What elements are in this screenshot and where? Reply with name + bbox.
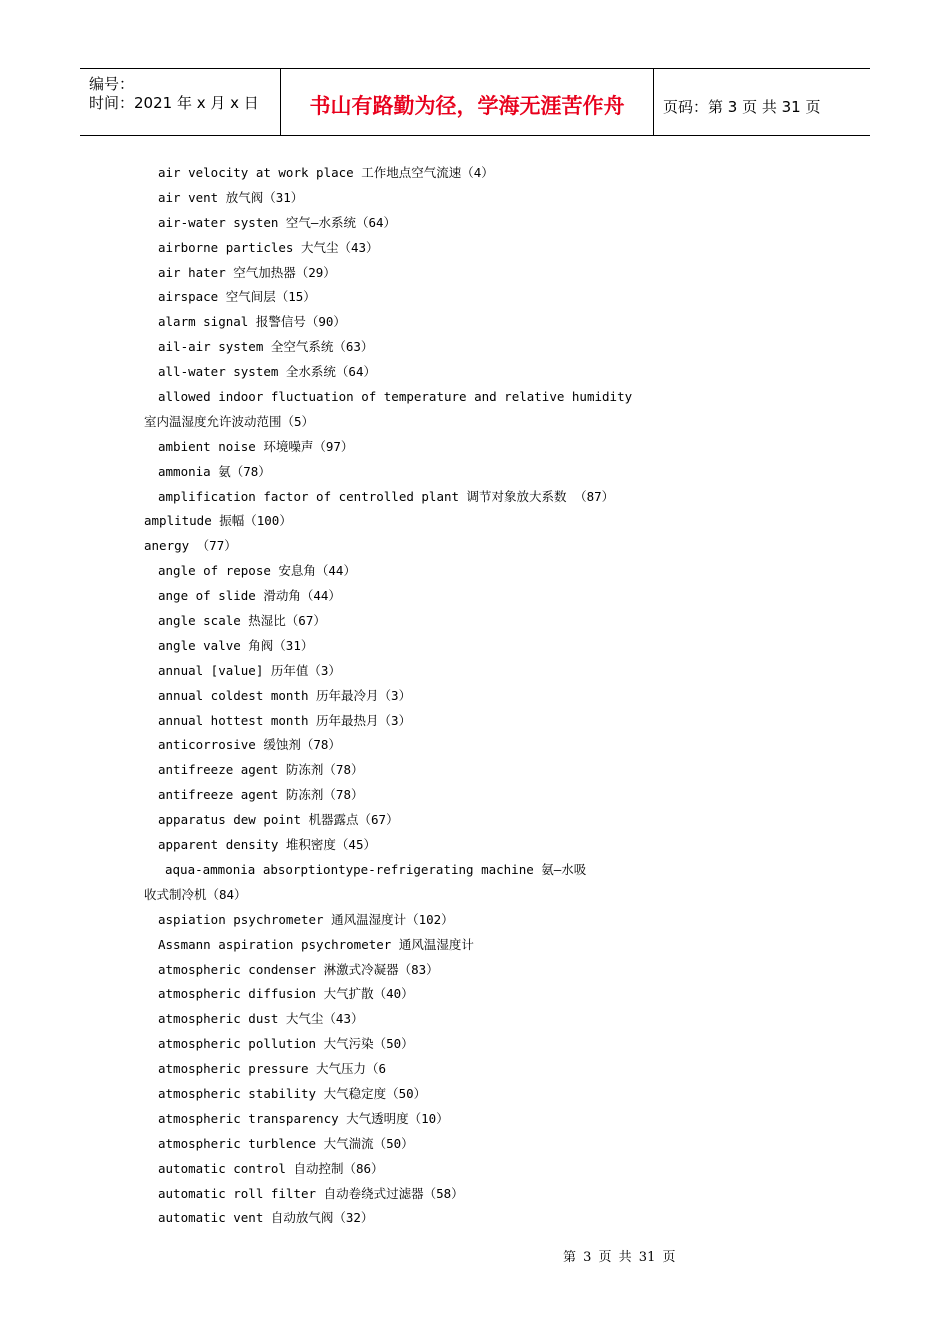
glossary-entry: automatic control 自动控制（86） [158,1160,384,1176]
glossary-entry: amplitude 振幅（100） [144,513,292,529]
header-page-info: 页码：第 3 页 共 31 页 [663,97,821,116]
glossary-entry: Assmann aspiration psychrometer 通风温湿度计 [158,936,474,952]
glossary-entry: air velocity at work place 工作地点空气流速（4） [158,165,494,180]
glossary-entry: angle valve 角阀（31） [158,637,314,653]
glossary-entry: antifreeze agent 防冻剂（78） [158,787,364,803]
glossary-entry: angle of repose 安息角（44） [158,563,356,579]
glossary-entry: automatic vent 自动放气阀（32） [158,1210,374,1226]
glossary-entry: airborne particles 大气尘（43） [158,239,379,255]
header-meta-cell [80,69,281,135]
glossary-entry: atmospheric transparency 大气透明度（10） [158,1110,449,1126]
glossary-entry: all-water system 全水系统（64） [158,364,376,380]
glossary-entry: atmospheric dust 大气尘（43） [158,1011,364,1027]
glossary-entry: atmospheric turblence 大气湍流（50） [158,1135,414,1151]
glossary-entry: automatic roll filter 自动卷绕式过滤器（58） [158,1185,464,1201]
glossary-entry: air hater 空气加热器（29） [158,264,336,280]
glossary-entry: atmospheric condenser 淋激式冷凝器（83） [158,961,439,977]
glossary-entry: aspiation psychrometer 通风温湿度计（102） [158,911,454,927]
glossary-entry: anergy （77） [144,538,237,554]
glossary-entry: ambient noise 环境噪声（97） [158,438,354,454]
glossary-entry: atmospheric diffusion 大气扩散（40） [158,986,414,1002]
glossary-entry: apparent density 堆积密度（45） [158,837,376,853]
document-number-label: 编号： [89,75,135,93]
glossary-entry: ange of slide 滑动角（44） [158,588,341,604]
glossary-entry: atmospheric pollution 大气污染（50） [158,1036,414,1052]
document-date: 时间：2021 年 x 月 x 日 [89,94,259,112]
glossary-entry: 收式制冷机（84） [144,886,247,902]
glossary-entry: apparatus dew point 机器露点（67） [158,812,399,828]
glossary-entry: aqua-ammonia absorptiontype-refrigerating machine 氨—水吸 [165,861,587,877]
glossary-entry: allowed indoor fluctuation of temperature and relative humidity [158,389,633,405]
glossary-entry: 室内温湿度允许波动范围（5） [144,413,315,429]
glossary-entry: atmospheric pressure 大气压力（6 [158,1061,387,1077]
glossary-entry-list [0,161,950,1231]
glossary-entry: alarm signal 报警信号（90） [158,314,346,330]
glossary-entry: air-water systen 空气—水系统（64） [158,214,397,230]
glossary-entry: ammonia 氨（78） [158,463,271,479]
glossary-entry: antifreeze agent 防冻剂（78） [158,762,364,778]
glossary-entry: angle scale 热湿比（67） [158,613,326,629]
glossary-entry: anticorrosive 缓蚀剂（78） [158,737,341,753]
page-header [80,68,870,136]
glossary-entry: air vent 放气阀（31） [158,189,304,205]
glossary-entry: annual coldest month 历年最冷月（3） [158,687,412,703]
glossary-entry: annual hottest month 历年最热月（3） [158,712,412,728]
glossary-entry: atmospheric stability 大气稳定度（50） [158,1085,427,1101]
glossary-entry: amplification factor of centrolled plant 调节对象放大系数 （87） [158,488,615,504]
glossary-entry: annual [value] 历年值（3） [158,662,341,678]
page-footer: 第 3 页 共 31 页 [563,1250,676,1265]
glossary-entry: ail-air system 全空气系统（63） [158,339,374,355]
header-motto: 书山有路勤为径，学海无涯苦作舟 [281,69,654,135]
glossary-entry: airspace 空气间层（15） [158,289,316,305]
